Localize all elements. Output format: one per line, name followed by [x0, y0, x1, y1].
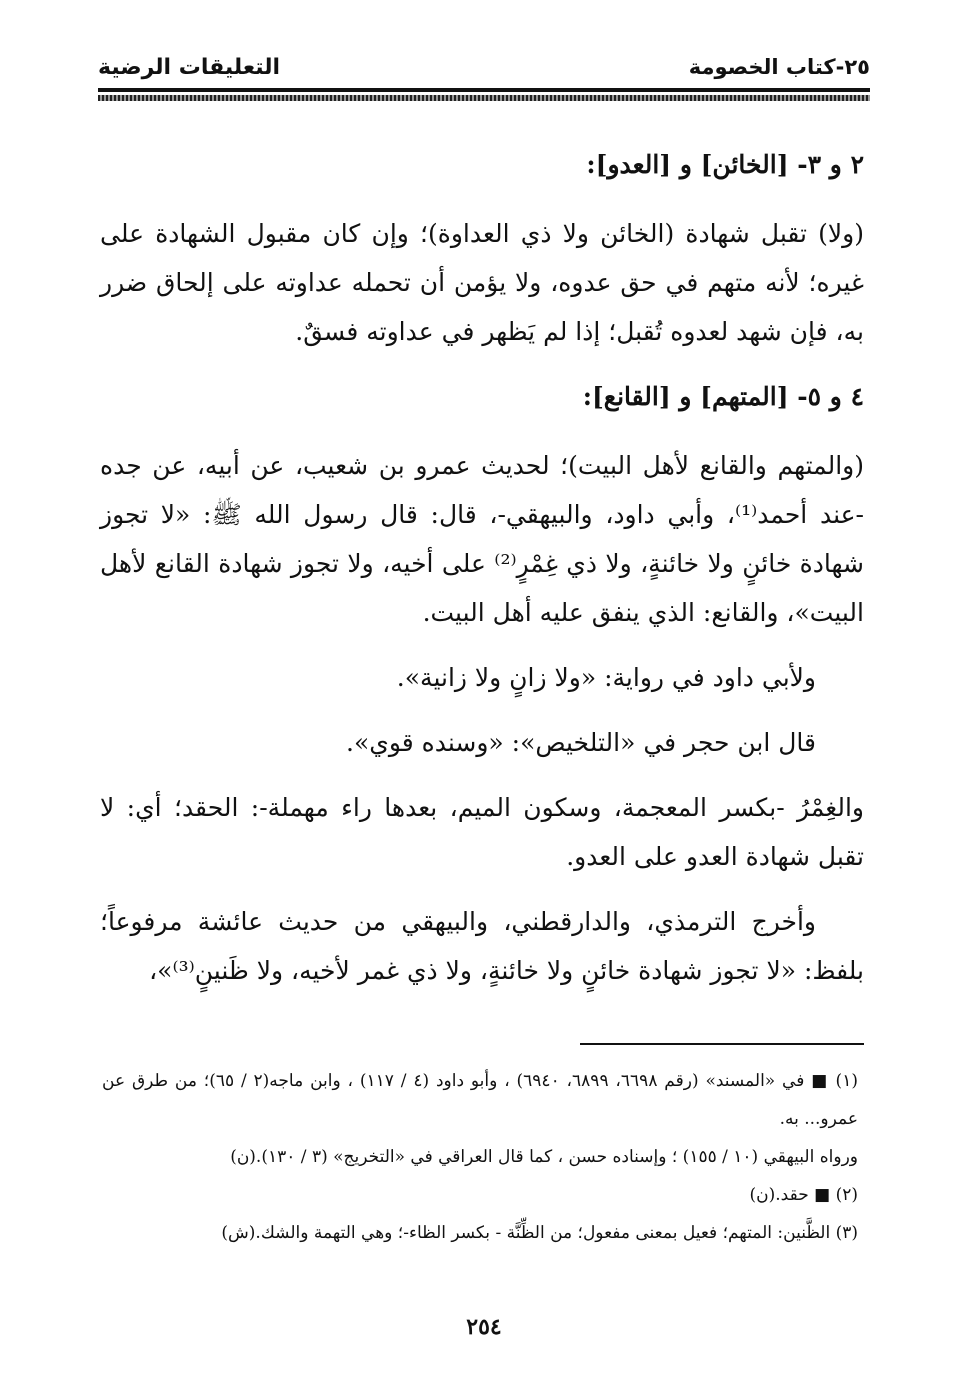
chapter-title: ٢٥-كتاب الخصومة	[688, 55, 870, 79]
paragraph: ولأبي داود في رواية: «ولا زانٍ ولا زانية».	[396, 663, 816, 692]
footnote: ورواه البيهقي (١٠ / ١٥٥) ؛ وإسناده حسن ، كما قال العراقي في «التخريج» (٣ / ١٣٠).(ن)	[230, 1147, 858, 1167]
page-number: ٢٥٤	[466, 1314, 502, 1340]
footnote-separator	[580, 1043, 864, 1045]
paragraph: (ولا) تقبل شهادة (الخائن ولا ذي العداوة)؛ وإن كان مقبول الشهادة على غيره؛ لأنه متهم في حق عدوه، ولا يؤمن أن تحمله عداوته على إلحاق ضرر به، فإن شهد لعدوه تُقبل؛ إذا لم يَظهر في عداوته فسقٌ.	[100, 219, 864, 346]
running-header	[98, 55, 870, 85]
header-rule	[98, 88, 870, 92]
paragraph: وأخرج الترمذي، والدارقطني، والبيهقي من حديث عائشة مرفوعاً؛ بلفظ: «لا تجوز شهادة خائنٍ ولا خائنةٍ، ولا ذي غمر لأخيه، ولا ظَنينٍ⁽³⁾»،	[100, 907, 864, 985]
book-title: التعليقات الرضية	[98, 55, 281, 80]
main-text	[100, 140, 864, 995]
footnotes	[102, 1062, 858, 1252]
section-heading: ٢ و ٣- [الخائن] و [العدو]:	[586, 150, 864, 179]
section-heading: ٤ و ٥- [المتهم] و [القانع]:	[582, 382, 864, 411]
footnote: (٢) ■ حقد.(ن)	[749, 1185, 858, 1205]
paragraph: والغِمْرُ -بكسر المعجمة، وسكون الميم، بعدها راء مهملة-: الحقد؛ أي: لا تقبل شهادة العدو على العدو.	[100, 793, 864, 871]
footnote: (٣) الظَّنين: المتهم؛ فعيل بمعنى مفعول؛ من الظِّنَّة - بكسر الظاء-؛ وهي التهمة والشك.(ش)	[221, 1223, 858, 1243]
footnote: (١) ■ في «المسند» (رقم ٦٦٩٨، ٦٨٩٩، ٦٩٤٠) ، وأبو داود (٤ / ١١٧) ، وابن ماجه(٢ / ٦٥)؛ من طرق عن عمرو... به.	[102, 1071, 858, 1129]
paragraph: قال ابن حجر في «التلخيص»: «وسنده قوي».	[346, 728, 816, 757]
paragraph: (والمتهم والقانع لأهل البيت)؛ لحديث عمرو بن شعيب، عن أبيه، عن جده -عند أحمد⁽¹⁾، وأبي داود، والبيهقي-، قال: قال رسول الله ﷺ: «لا تجوز شهادة خائنٍ ولا خائنةٍ، ولا ذي غِمْرٍ⁽²⁾ على أخيه، ولا تجوز شهادة القانع لأهل البيت»، والقانع: الذي ينفق عليه أهل البيت.	[100, 451, 864, 627]
header-rule-pattern	[98, 95, 870, 101]
